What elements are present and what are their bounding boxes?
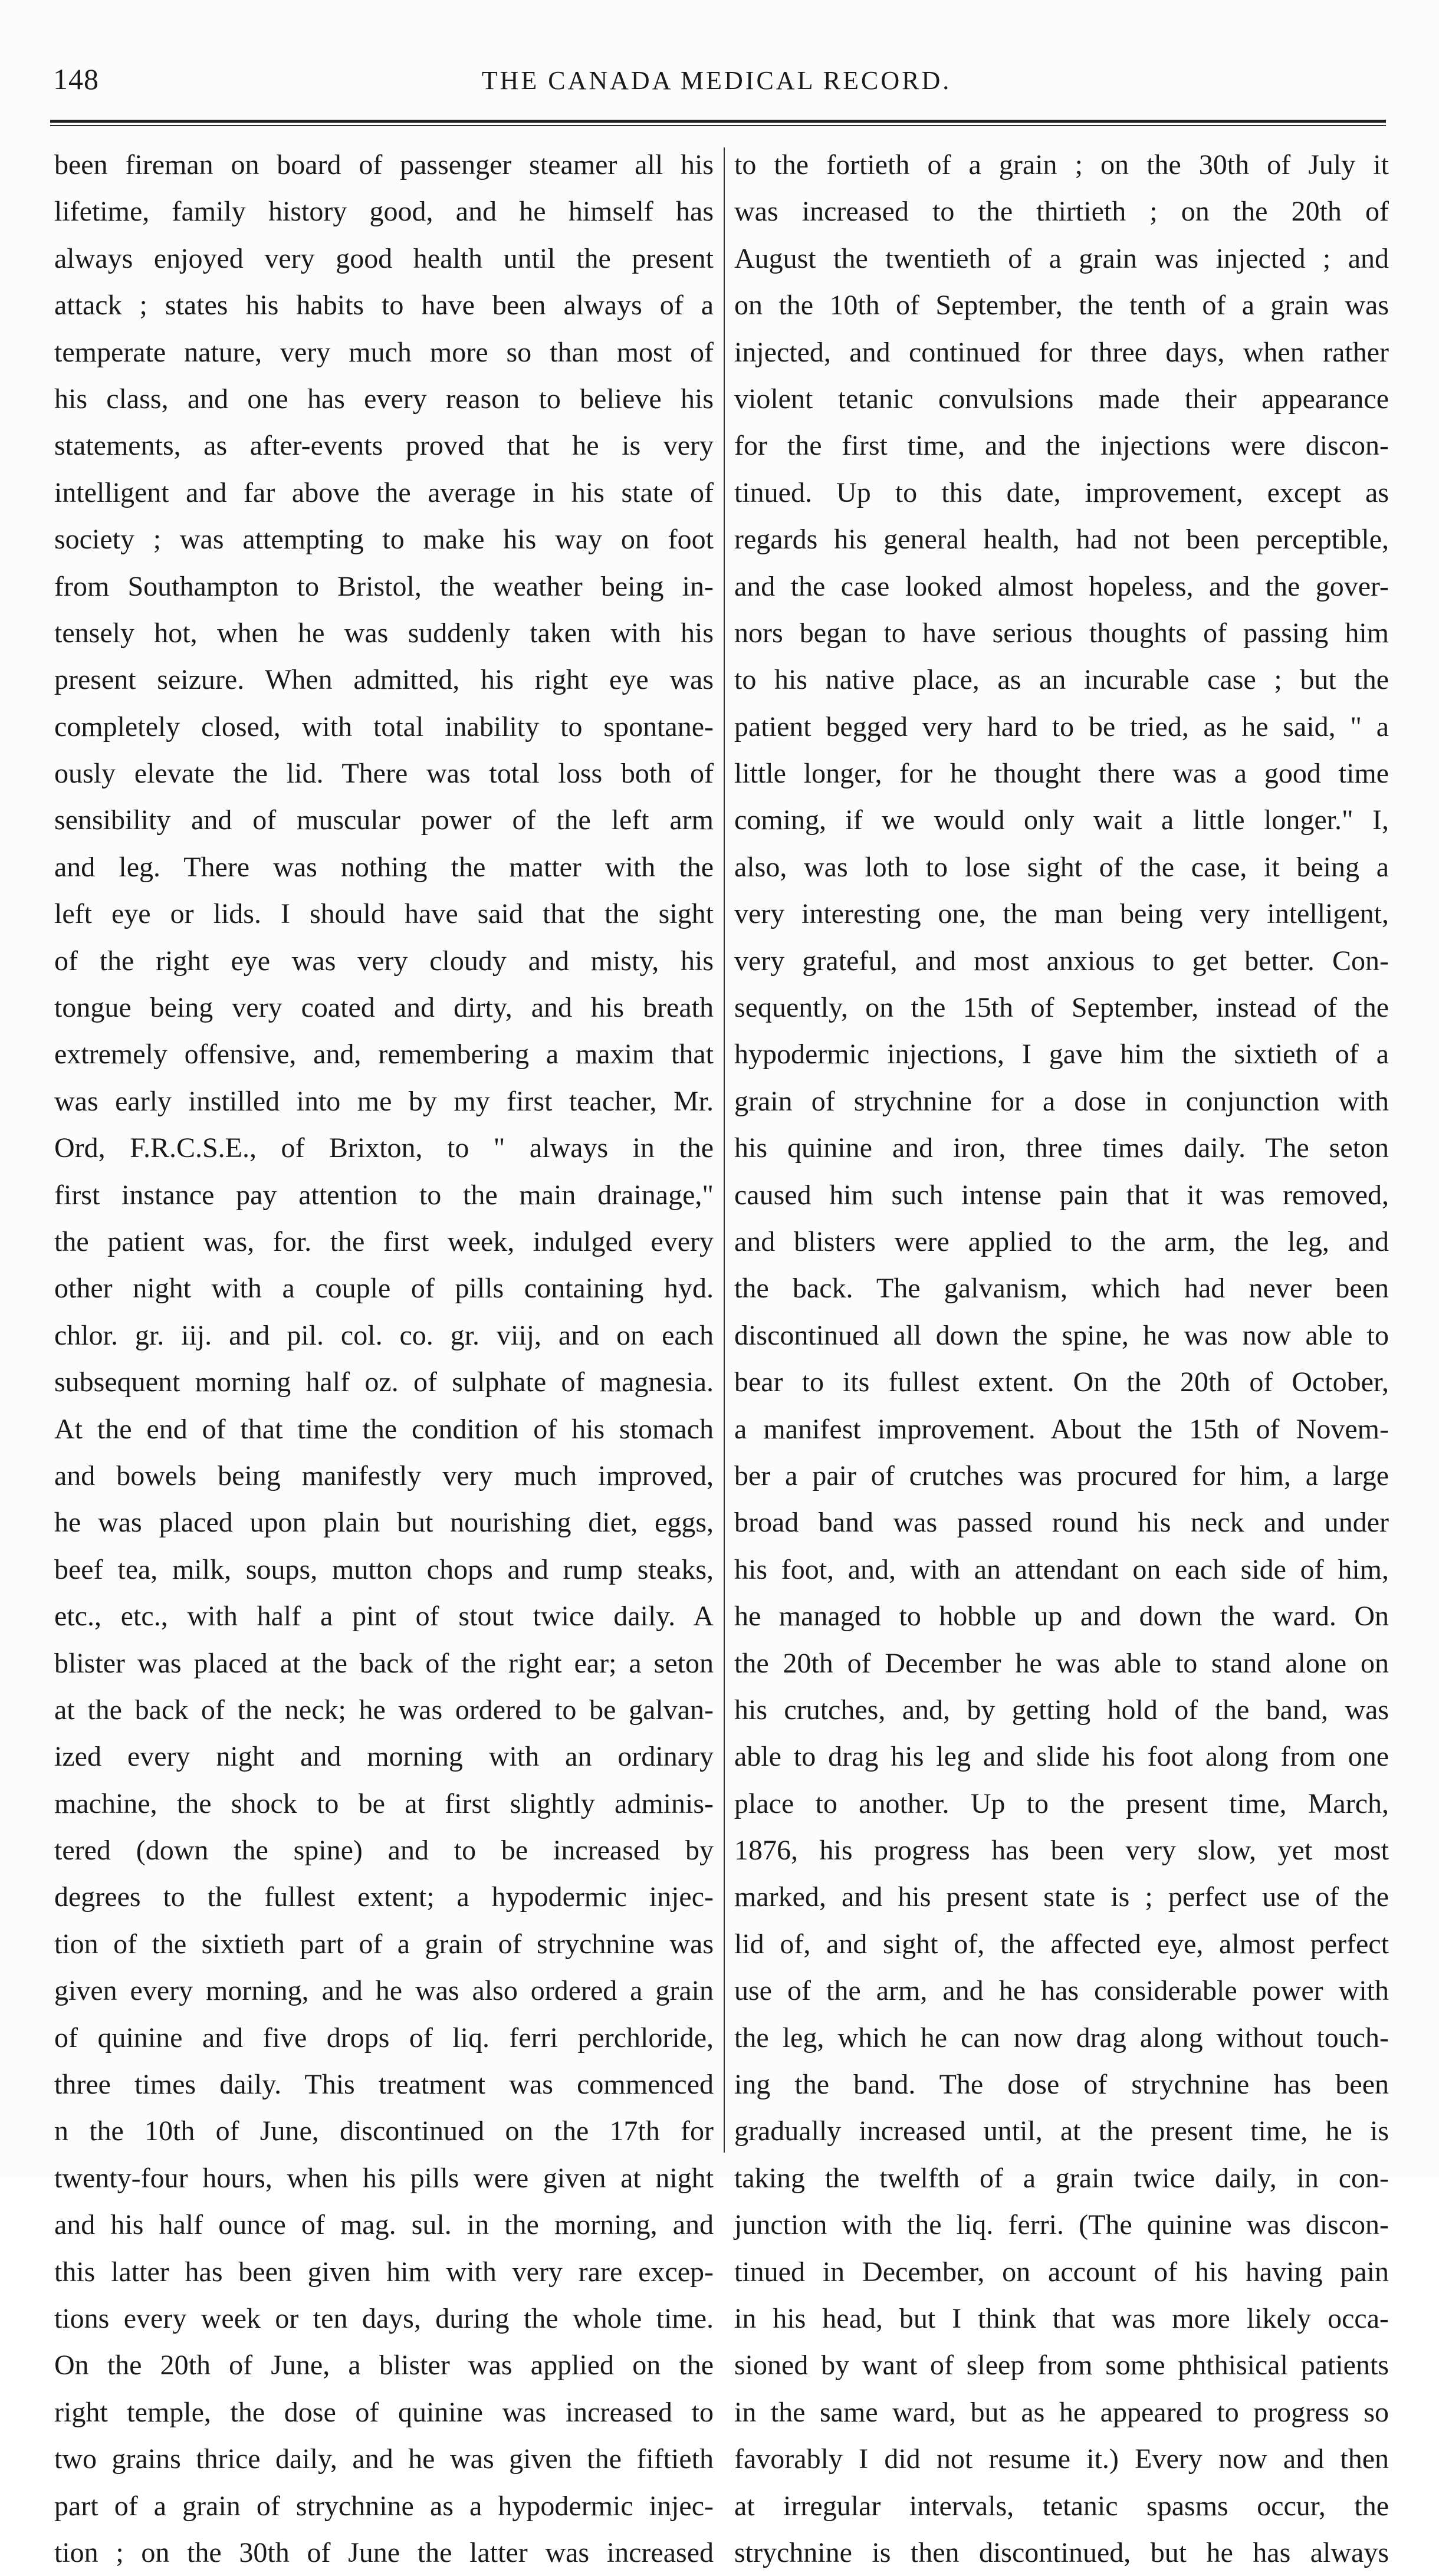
text-line: place to another. Up to the present time, March, (734, 1788, 1389, 1819)
text-line: beef tea, milk, soups, mutton chops and rump steaks, (54, 1553, 714, 1585)
text-line: subsequent morning half oz. of sulphate of magnesia. (54, 1366, 714, 1398)
text-line: twenty-four hours, when his pills were given at night (54, 2162, 714, 2194)
text-line: taking the twelfth of a grain twice daily, in con- (734, 2162, 1389, 2194)
text-line: given every morning, and he was also ordered a grain (54, 1975, 714, 2007)
text-line: machine, the shock to be at first slightly adminis- (54, 1788, 714, 1819)
text-line: tensely hot, when he was suddenly taken with his (54, 617, 714, 649)
text-line: very interesting one, the man being very intelligent, (734, 898, 1389, 930)
text-line: been fireman on board of passenger steamer all his (54, 149, 714, 180)
text-line: lid of, and sight of, the affected eye, almost perfect (734, 1928, 1389, 1960)
text-line: attack ; states his habits to have been always of a (54, 290, 714, 321)
text-line: present seizure. When admitted, his right eye was (54, 664, 714, 696)
text-line: ber a pair of crutches was procured for him, a large (734, 1460, 1389, 1491)
text-line: lifetime, family history good, and he himself has (54, 196, 714, 228)
text-line: the 20th of December he was able to stand alone on (734, 1647, 1389, 1679)
text-line: tinued. Up to this date, improvement, except as (734, 477, 1389, 508)
text-line: left eye or lids. I should have said that the sight (54, 898, 714, 930)
text-line: his quinine and iron, three times daily. The seton (734, 1132, 1389, 1164)
text-line: favorably I did not resume it.) Every now and then (734, 2443, 1389, 2475)
text-line: bear to its fullest extent. On the 20th of October, (734, 1366, 1389, 1398)
text-line: a manifest improvement. About the 15th of Novem- (734, 1413, 1389, 1445)
text-line: hypodermic injections, I gave him the sixtieth of a (734, 1039, 1389, 1070)
text-line: first instance pay attention to the main drainage," (54, 1179, 714, 1211)
text-line: two grains thrice daily, and he was given the fiftieth (54, 2443, 714, 2475)
text-line: also, was loth to lose sight of the case, it being a (734, 851, 1389, 883)
text-line: tongue being very coated and dirty, and his breath (54, 992, 714, 1024)
text-line: n the 10th of June, discontinued on the 17th for (54, 2115, 714, 2147)
text-line: etc., etc., with half a pint of stout twice daily. A (54, 1601, 714, 1632)
text-line: in his head, but I think that was more likely occa- (734, 2302, 1389, 2334)
text-line: ized every night and morning with an ordinary (54, 1741, 714, 1773)
text-line: junction with the liq. ferri. (The quinine was discon- (734, 2209, 1389, 2241)
text-line: tinued in December, on account of his having pain (734, 2256, 1389, 2288)
text-line: his crutches, and, by getting hold of the band, was (734, 1694, 1389, 1726)
text-line: coming, if we would only wait a little longer." I, (734, 804, 1389, 836)
text-line: ing the band. The dose of strychnine has been (734, 2069, 1389, 2101)
text-line: he was placed upon plain but nourishing diet, eggs, (54, 1507, 714, 1539)
text-line: extremely offensive, and, remembering a maxim that (54, 1039, 714, 1070)
text-line: degrees to the fullest extent; a hypodermic injec- (54, 1881, 714, 1913)
text-line: and bowels being manifestly very much improved, (54, 1460, 714, 1491)
page-number: 148 (53, 63, 99, 96)
text-line: very grateful, and most anxious to get better. Con- (734, 945, 1389, 977)
text-line: marked, and his present state is ; perfect use of the (734, 1881, 1389, 1913)
text-line: 1876, his progress has been very slow, yet most (734, 1835, 1389, 1867)
text-line: this latter has been given him with very rare excep- (54, 2256, 714, 2288)
text-line: broad band was passed round his neck and under (734, 1507, 1389, 1539)
text-line: the patient was, for. the first week, indulged every (54, 1225, 714, 1257)
text-line: and his half ounce of mag. sul. in the morning, and (54, 2209, 714, 2241)
text-line: his foot, and, with an attendant on each side of him, (734, 1553, 1389, 1585)
text-line: sequently, on the 15th of September, instead of the (734, 992, 1389, 1024)
text-line: on the 10th of September, the tenth of a grain was (734, 290, 1389, 321)
text-line: of quinine and five drops of liq. ferri perchloride, (54, 2022, 714, 2053)
header-rule (50, 120, 1386, 123)
column-divider (724, 147, 725, 2153)
text-line: tion ; on the 30th of June the latter was increased (54, 2536, 714, 2568)
text-line: of the right eye was very cloudy and misty, his (54, 945, 714, 977)
text-line: gradually increased until, at the present time, he is (734, 2115, 1389, 2147)
text-line: completely closed, with total inability to spontane- (54, 711, 714, 742)
text-line: nors began to have serious thoughts of passing him (734, 617, 1389, 649)
text-line: was increased to the thirtieth ; on the 20th of (734, 196, 1389, 228)
text-line: tion of the sixtieth part of a grain of strychnine was (54, 1928, 714, 1960)
text-line: regards his general health, had not been perceptible, (734, 524, 1389, 556)
text-line: strychnine is then discontinued, but he has always (734, 2536, 1389, 2568)
text-line: tions every week or ten days, during the whole time. (54, 2302, 714, 2334)
text-line: was early instilled into me by my first teacher, Mr. (54, 1085, 714, 1117)
text-line: On the 20th of June, a blister was applied on the (54, 2350, 714, 2381)
text-line: to the fortieth of a grain ; on the 30th of July it (734, 149, 1389, 180)
text-line: in the same ward, but as he appeared to progress so (734, 2396, 1389, 2428)
text-line: the back. The galvanism, which had never been (734, 1273, 1389, 1305)
text-line: three times daily. This treatment was commenced (54, 2069, 714, 2101)
text-line: caused him such intense pain that it was removed, (734, 1179, 1389, 1211)
text-line: at irregular intervals, tetanic spasms occur, the (734, 2490, 1389, 2522)
left-column (54, 142, 714, 2568)
text-line: intelligent and far above the average in his state of (54, 477, 714, 508)
right-column (734, 142, 1389, 2568)
text-line: and leg. There was nothing the matter with the (54, 851, 714, 883)
text-line: August the twentieth of a grain was injected ; and (734, 242, 1389, 274)
text-line: the leg, which he can now drag along without touch- (734, 2022, 1389, 2053)
text-line: and blisters were applied to the arm, the leg, and (734, 1225, 1389, 1257)
text-line: sioned by want of sleep from some phthisical patients (734, 2350, 1389, 2381)
text-line: right temple, the dose of quinine was increased to (54, 2396, 714, 2428)
text-line: injected, and continued for three days, when rather (734, 336, 1389, 368)
text-line: he managed to hobble up and down the ward. On (734, 1601, 1389, 1632)
text-line: Ord, F.R.C.S.E., of Brixton, to " always in the (54, 1132, 714, 1164)
text-line: grain of strychnine for a dose in conjunction with (734, 1085, 1389, 1117)
text-line: part of a grain of strychnine as a hypodermic injec- (54, 2490, 714, 2522)
text-line: sensibility and of muscular power of the left arm (54, 804, 714, 836)
text-line: patient begged very hard to be tried, as he said, " a (734, 711, 1389, 742)
text-line: ously elevate the lid. There was total loss both of (54, 758, 714, 790)
text-line: at the back of the neck; he was ordered to be galvan- (54, 1694, 714, 1726)
text-line: little longer, for he thought there was a good time (734, 758, 1389, 790)
text-line: tered (down the spine) and to be increased by (54, 1835, 714, 1867)
text-line: always enjoyed very good health until the present (54, 242, 714, 274)
text-line: use of the arm, and he has considerable power with (734, 1975, 1389, 2007)
text-line: from Southampton to Bristol, the weather being in- (54, 570, 714, 602)
text-line: temperate nature, very much more so than most of (54, 336, 714, 368)
text-line: to his native place, as an incurable case ; but the (734, 664, 1389, 696)
text-line: other night with a couple of pills containing hyd. (54, 1273, 714, 1305)
text-line: chlor. gr. iij. and pil. col. co. gr. viij, and on each (54, 1319, 714, 1351)
text-line: statements, as after-events proved that he is very (54, 430, 714, 462)
text-line: society ; was attempting to make his way on foot (54, 524, 714, 556)
header-rule-thin (50, 125, 1386, 126)
text-line: violent tetanic convulsions made their appearance (734, 383, 1389, 415)
text-line: discontinued all down the spine, he was now able to (734, 1319, 1389, 1351)
running-title: THE CANADA MEDICAL RECORD. (481, 66, 952, 95)
text-line: blister was placed at the back of the right ear; a seton (54, 1647, 714, 1679)
text-line: his class, and one has every reason to believe his (54, 383, 714, 415)
text-line: for the first time, and the injections were discon- (734, 430, 1389, 462)
text-line: and the case looked almost hopeless, and the gover- (734, 570, 1389, 602)
text-line: At the end of that time the condition of his stomach (54, 1413, 714, 1445)
page-header (53, 62, 1380, 97)
text-line: able to drag his leg and slide his foot along from one (734, 1741, 1389, 1773)
